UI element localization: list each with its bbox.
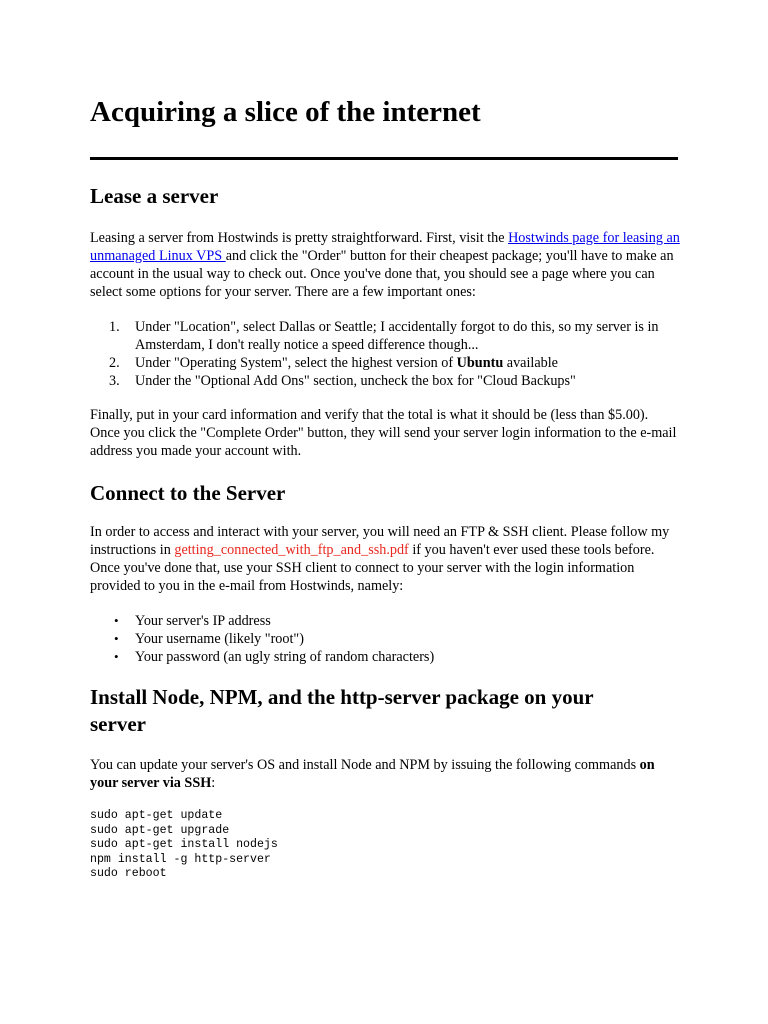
heading-connect-server: Connect to the Server xyxy=(90,481,286,505)
heading-install-node: Install Node, NPM, and the http-server package on your server xyxy=(90,685,594,736)
list-item-text: Your password (an ugly string of random characters) xyxy=(135,649,435,665)
list-item xyxy=(90,318,680,354)
server-options-list xyxy=(90,318,680,390)
install-paragraph xyxy=(90,756,680,792)
list-number: 3. xyxy=(109,373,120,389)
install-bold-text: on your server via SSH xyxy=(90,757,655,791)
command-line: sudo reboot xyxy=(90,867,167,881)
order-completion-paragraph: Finally, put in your card information and verify that the total is what it should be (less than $5.00). Once you click the "Complete Order" button, they will send your server login information to the e-mail address you made your account with. xyxy=(90,407,677,459)
command-line: sudo apt-get update xyxy=(90,809,223,822)
lease-intro-text-before: Leasing a server from Hostwinds is pretty straightforward. First, visit the xyxy=(90,230,509,246)
list-item-text-before: Under "Operating System", select the highest version of xyxy=(135,355,457,371)
heading-lease-server: Lease a server xyxy=(90,184,219,208)
list-item xyxy=(90,354,680,372)
list-item-text: Under the "Optional Add Ons" section, uncheck the box for "Cloud Backups" xyxy=(135,373,576,389)
hostwinds-vps-link[interactable]: Hostwinds page for leasing an unmanaged Linux VPS xyxy=(90,230,680,264)
login-info-list xyxy=(90,612,680,666)
page-title: Acquiring a slice of the internet xyxy=(90,96,481,128)
command-line: npm install -g http-server xyxy=(90,852,271,866)
ubuntu-bold: Ubuntu xyxy=(456,355,504,371)
connect-paragraph xyxy=(90,523,680,595)
bullet-marker: • xyxy=(114,613,119,628)
list-item-text: Your server's IP address xyxy=(135,613,271,629)
lease-intro-paragraph xyxy=(90,229,680,301)
list-item xyxy=(90,372,680,390)
bullet-marker: • xyxy=(114,631,119,646)
horizontal-rule xyxy=(90,157,678,160)
list-item xyxy=(90,630,680,648)
list-item-text: Under "Location", select Dallas or Seattle; I accidentally forgot to do this, so my server is in Amsterdam, I don't really notice a speed difference though... xyxy=(135,319,659,353)
list-item-text: Your username (likely "root") xyxy=(135,631,304,647)
command-block xyxy=(90,809,278,882)
list-item xyxy=(90,648,680,666)
install-text-before: You can update your server's OS and install Node and NPM by issuing the following commands xyxy=(90,757,640,773)
lease-intro-text-after: and click the "Order" button for their cheapest package; you'll have to make an account in the usual way to check out. Once you've done that, you should see a page where you can select some options for your server. There are a few important ones: xyxy=(90,248,674,300)
connect-text-before: In order to access and interact with your server, you will need an FTP & SSH client. Please follow my instructions in xyxy=(90,524,670,558)
pdf-reference: getting_connected_with_ftp_and_ssh.pdf xyxy=(174,542,409,558)
connect-text-after: if you haven't ever used these tools before. Once you've done that, use your SSH client to connect to your server with the login information provided to you in the e-mail from Hostwinds, namely: xyxy=(90,542,655,594)
command-line: sudo apt-get upgrade xyxy=(90,823,230,837)
list-number: 2. xyxy=(109,355,120,371)
command-line: sudo apt-get install nodejs xyxy=(90,838,278,852)
list-number: 1. xyxy=(109,319,120,335)
install-text-after: : xyxy=(211,775,216,791)
bullet-marker: • xyxy=(114,649,119,664)
list-item-text-after: available xyxy=(503,355,558,371)
list-item xyxy=(90,612,680,630)
